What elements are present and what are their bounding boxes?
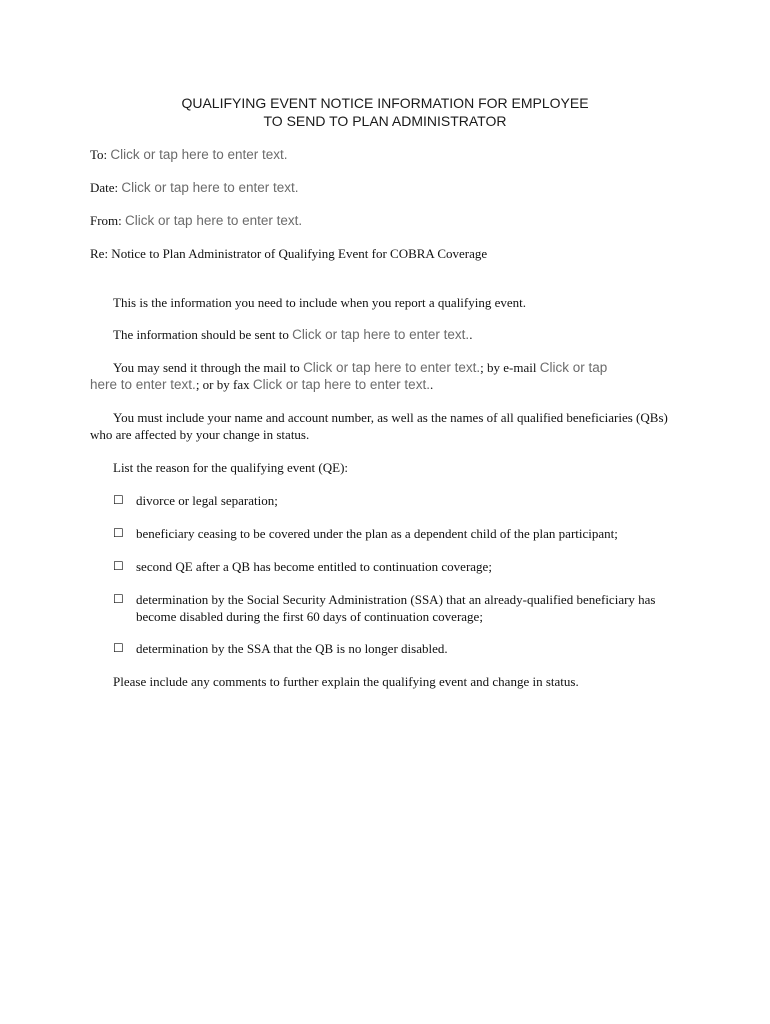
option-label: determination by the Social Security Administration (SSA) that an already-qualified beneficiary has become disabled during the first 60 days of continuation coverage;	[136, 592, 656, 624]
option-label: determination by the SSA that the QB is no longer disabled.	[136, 641, 448, 656]
sent-to-paragraph	[113, 326, 703, 343]
title-line-2: TO SEND TO PLAN ADMINISTRATOR	[263, 113, 507, 129]
closing-paragraph: Please include any comments to further explain the qualifying event and change in status.	[113, 674, 579, 689]
option-second-qe[interactable]	[113, 558, 683, 575]
option-ssa-disabled[interactable]	[113, 591, 673, 625]
from-label: From:	[90, 213, 122, 228]
checkbox-icon[interactable]: ☐	[113, 559, 124, 573]
option-divorce[interactable]	[113, 492, 683, 509]
option-label: beneficiary ceasing to be covered under the plan as a dependent child of the plan participant;	[136, 526, 618, 541]
from-row	[90, 212, 680, 229]
email-field-part-2[interactable]: here to enter text.	[90, 377, 196, 392]
fax-prefix: ; or by fax	[195, 377, 253, 392]
re-line: Re: Notice to Plan Administrator of Qualifying Event for COBRA Coverage	[90, 246, 488, 261]
mail-line-2	[90, 376, 680, 393]
title-line-1: QUALIFYING EVENT NOTICE INFORMATION FOR EMPLOYEE	[181, 95, 589, 111]
mail-field[interactable]: Click or tap here to enter text.	[303, 360, 481, 375]
sent-to-suffix: .	[469, 327, 473, 342]
date-label: Date:	[90, 180, 119, 195]
fax-field[interactable]: Click or tap here to enter text.	[252, 377, 430, 392]
document-title	[0, 94, 770, 130]
option-label: divorce or legal separation;	[136, 493, 278, 508]
fax-suffix: .	[429, 377, 434, 392]
email-field-part-1[interactable]: Click or tap	[539, 360, 608, 375]
checkbox-icon[interactable]: ☐	[113, 526, 124, 540]
sent-to-field[interactable]: Click or tap here to enter text.	[292, 327, 470, 342]
checkbox-icon[interactable]: ☐	[113, 493, 124, 507]
sent-to-prefix: The information should be sent to	[113, 327, 293, 342]
checkbox-icon[interactable]: ☐	[113, 592, 124, 606]
email-prefix: ; by e-mail	[480, 360, 540, 375]
option-dependent-child[interactable]	[113, 525, 683, 542]
intro-paragraph: This is the information you need to include when you report a qualifying event.	[113, 295, 527, 310]
date-row	[90, 179, 680, 196]
include-names-paragraph: You must include your name and account number, as well as the names of all qualified beneficiaries (QBs) who are affected by your change in status.	[90, 410, 668, 442]
mail-prefix: You may send it through the mail to	[113, 360, 304, 375]
to-row	[90, 146, 680, 163]
from-field[interactable]: Click or tap here to enter text.	[125, 213, 303, 228]
checkbox-icon[interactable]: ☐	[113, 641, 124, 655]
option-no-longer-disabled[interactable]	[113, 640, 683, 657]
to-label: To:	[90, 147, 108, 162]
mail-line-1	[113, 359, 703, 376]
date-field[interactable]: Click or tap here to enter text.	[121, 180, 299, 195]
to-field[interactable]: Click or tap here to enter text.	[110, 147, 288, 162]
list-reason-heading: List the reason for the qualifying event (QE):	[113, 460, 349, 475]
option-label: second QE after a QB has become entitled to continuation coverage;	[136, 559, 492, 574]
